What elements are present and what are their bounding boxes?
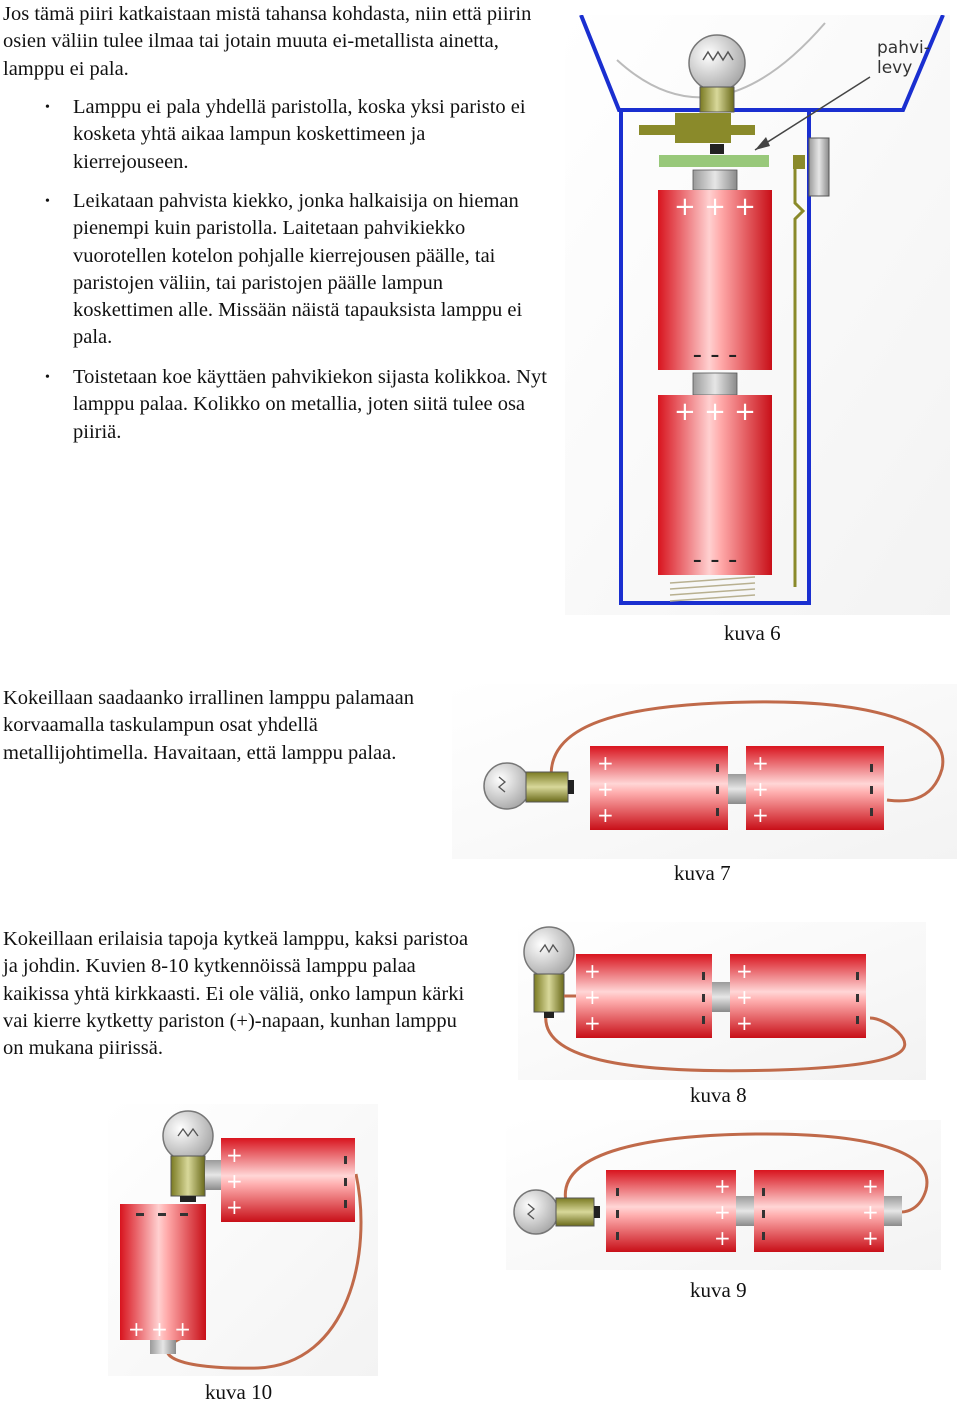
- battery-right: [754, 1170, 902, 1252]
- svg-text:+: +: [226, 1195, 243, 1219]
- svg-text:+: +: [584, 985, 601, 1009]
- bullet-item: [45, 94, 528, 176]
- plus-signs: + + +: [674, 192, 756, 222]
- battery-right: [746, 746, 884, 830]
- figure-8-circuit: [518, 922, 926, 1080]
- figure-9-circuit: [506, 1120, 941, 1270]
- intro-paragraph: Jos tämä piiri katkaistaan mistä tahansa kohdasta, niin että piirin osien väliin tulee ilmaa tai jotain muuta ei-metallista ainetta, lamppu ei pala.: [3, 3, 532, 80]
- figure-10-circuit: [108, 1104, 378, 1376]
- svg-text:+: +: [226, 1143, 243, 1167]
- svg-text:+: +: [862, 1174, 879, 1198]
- bullet-text: Lamppu ei pala yhdellä paristolla, koska yksi paristo ei kosketa yhtä aikaa lampun koskettimeen ja kierrejouseen.: [73, 96, 526, 173]
- battery-bottom: [658, 373, 772, 575]
- minus-signs: - - -: [692, 340, 738, 370]
- svg-text:+: +: [584, 1011, 601, 1035]
- svg-text:+: +: [862, 1200, 879, 1224]
- annotation-label-2: levy: [877, 58, 913, 78]
- svg-text:+: +: [584, 959, 601, 983]
- svg-text:+: +: [226, 1169, 243, 1193]
- svg-text:+: +: [714, 1200, 731, 1224]
- section3-paragraph: Kokeillaan erilaisia tapoja kytkeä lamppu, kaksi paristoa ja johdin. Kuvien 8-10 kytkennöissä lamppu palaa kaikissa yhtä kirkkaasti. Ei ole väliä, onko lampun kärki vai kierre kytketty pariston (+)-napaan, kunhan lamppu on mukana piirissä.: [3, 928, 469, 1060]
- battery-top: [205, 1138, 355, 1222]
- figure-caption: kuva 7: [674, 861, 731, 885]
- svg-text:+: +: [752, 803, 769, 827]
- svg-text:+: +: [597, 777, 614, 801]
- cardboard-disc: [659, 155, 769, 167]
- battery-left: [590, 746, 746, 830]
- bullet-dot: •: [45, 100, 50, 115]
- switch-button: [809, 138, 829, 196]
- bullet-dot: •: [45, 370, 50, 385]
- bullet-text: Leikataan pahvista kiekko, jonka halkaisija on hieman pienempi kuin paristolla. Laitetaan pahvikiekko vuorotellen kotelon pohjalle kierrejousen päälle, tai paristojen väliin, tai paristojen päälle lampun koskettimen alle. Missään näistä tapauksista lamppu ei pala.: [73, 190, 523, 349]
- bullet-item: [45, 188, 533, 352]
- svg-text:+: +: [597, 803, 614, 827]
- svg-text:+: +: [862, 1226, 879, 1250]
- bullet-dot: •: [45, 194, 50, 209]
- battery-top: [658, 170, 772, 370]
- figure-caption: kuva 9: [690, 1278, 747, 1302]
- svg-text:+: +: [752, 777, 769, 801]
- figure-7-circuit: [452, 684, 957, 859]
- bullet-text: Toistetaan koe käyttäen pahvikiekon sijasta kolikkoa. Nyt lamppu palaa. Kolikko on metallia, joten siitä tulee osa piiriä.: [73, 366, 547, 443]
- svg-text:+: +: [752, 751, 769, 775]
- battery-vertical: [120, 1204, 206, 1354]
- svg-text:+ + +: + + +: [128, 1317, 191, 1341]
- battery-right: [730, 954, 866, 1038]
- svg-text:+: +: [714, 1174, 731, 1198]
- figure-caption: kuva 10: [205, 1380, 273, 1404]
- annotation-label-1: pahvi-: [877, 38, 930, 58]
- svg-text:+: +: [736, 1011, 753, 1035]
- plus-signs: + + +: [674, 397, 756, 427]
- section2-paragraph: Kokeillaan saadaanko irrallinen lamppu palamaan korvaamalla taskulampun osat yhdellä metallijohtimella. Havaitaan, että lamppu palaa.: [3, 687, 414, 764]
- svg-text:+: +: [736, 959, 753, 983]
- flashlight-diagram: [565, 15, 950, 615]
- battery-left: [576, 954, 730, 1038]
- figure-caption: kuva 8: [690, 1083, 747, 1107]
- bullet-item: [45, 364, 553, 446]
- svg-text:+: +: [597, 751, 614, 775]
- battery-left: [606, 1170, 754, 1252]
- svg-text:+: +: [736, 985, 753, 1009]
- svg-text:+: +: [714, 1226, 731, 1250]
- minus-signs: - - -: [692, 545, 738, 575]
- figure-caption: kuva 6: [724, 621, 781, 645]
